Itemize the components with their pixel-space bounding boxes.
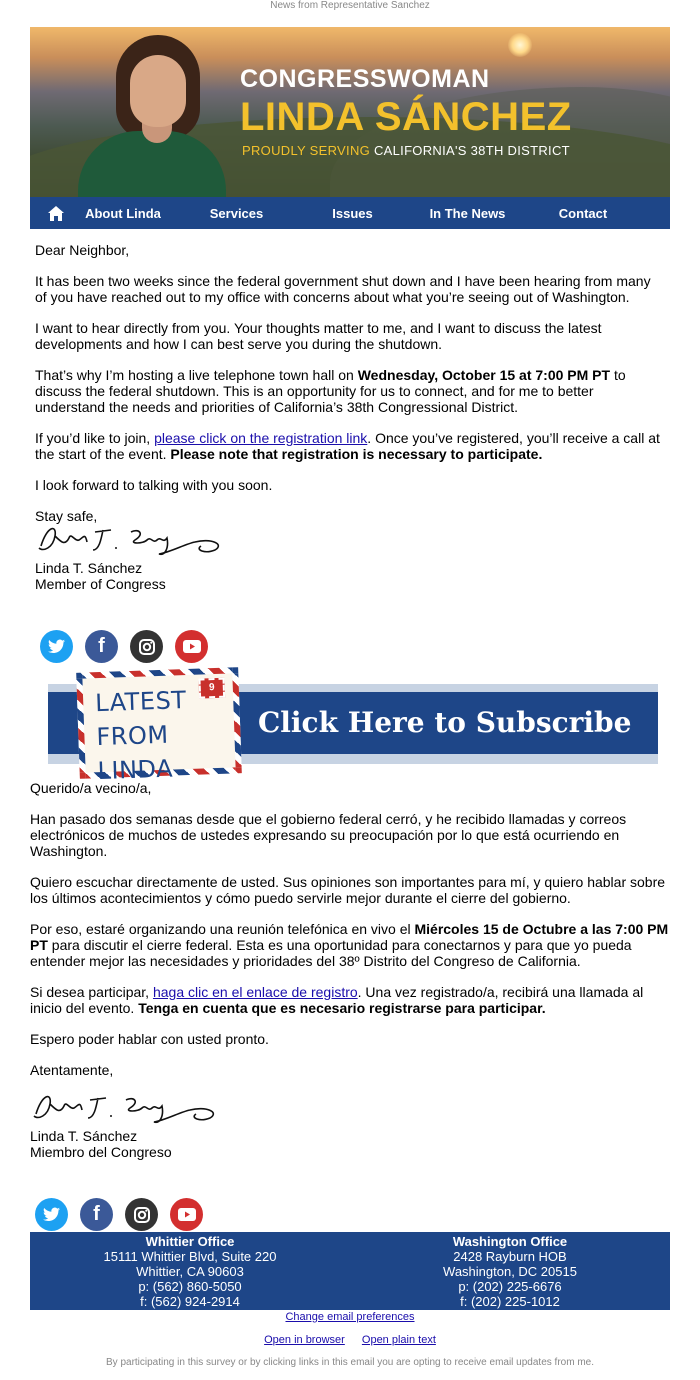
text: Por eso, estaré organizando una reunión telefónica en vivo el <box>30 921 415 937</box>
registration-note: Please note that registration is necessary to participate. <box>170 446 543 462</box>
nav-about-linda[interactable]: About Linda <box>85 205 161 221</box>
banner-title-name: LINDA SÁNCHEZ <box>240 95 572 139</box>
closing: Stay safe, <box>35 508 98 524</box>
open-in-browser-link[interactable]: Open in browser <box>264 1334 345 1346</box>
text: . Once you’ve registered, you’ll receive a call at the start of the event. <box>35 430 660 462</box>
nav-in-the-news[interactable]: In The News <box>429 205 506 221</box>
text: If you’d like to join, <box>35 430 155 446</box>
washington-office <box>350 1234 670 1309</box>
paragraph: I want to hear directly from you. Your thoughts matter to me, and I want to discuss the latest developments and how I can best serve you during the shutdown. <box>35 320 602 352</box>
envelope-text <box>95 681 236 788</box>
preferences-links <box>0 1311 700 1323</box>
view-links <box>0 1334 700 1346</box>
office-address: 15111 Whittier Blvd, Suite 220 <box>103 1249 277 1264</box>
text: . Una vez registrado/a, recibirá una llamada al inicio del evento. <box>30 984 644 1016</box>
home-icon[interactable] <box>30 197 82 229</box>
main-nav <box>30 197 670 229</box>
twitter-icon[interactable] <box>40 630 73 663</box>
banner-subtitle-a: PROUDLY SERVING <box>242 143 371 158</box>
office-address: 2428 Rayburn HOB <box>453 1249 567 1264</box>
paragraph <box>30 921 670 969</box>
text: to discuss the federal shutdown. This is an opportunity for us to connect, and for me to better understand the needs and priorities of California’s 38th Congressional District. <box>35 367 626 415</box>
banner-subtitle-b: CALIFORNIA'S 38TH DISTRICT <box>373 143 570 158</box>
paragraph: It has been two weeks since the federal government shut down and I have been hearing from many of you have reached out to my office with concerns about what you’re seeing out of Washington. <box>35 273 651 305</box>
office-city: Whittier, CA 90603 <box>136 1264 244 1279</box>
social-icons <box>40 630 208 663</box>
signer-title: Miembro del Congreso <box>30 1144 172 1160</box>
nav-issues[interactable]: Issues <box>332 205 373 221</box>
facebook-icon[interactable]: f <box>85 630 118 663</box>
registration-link[interactable]: haga clic en el enlace de registro <box>152 984 358 1000</box>
youtube-icon[interactable] <box>170 1198 203 1231</box>
banner-title-line1: CONGRESSWOMAN <box>240 65 490 93</box>
disclaimer-text: By participating in this survey or by clicking links in this email you are opting to receive email updates from me. <box>106 1357 594 1368</box>
social-icons <box>35 1198 203 1231</box>
open-plain-text-link[interactable]: Open plain text <box>361 1334 436 1346</box>
paragraph: Han pasado dos semanas desde que el gobierno federal cerró, y he recibido llamadas y correos electrónicos de muchos de ustedes expresando su preocupación por lo que está ocurriendo en Washington. <box>30 811 627 859</box>
envelope-graphic <box>76 667 242 786</box>
greeting: Querido/a vecino/a, <box>30 780 152 796</box>
registration-link[interactable]: please click on the registration link <box>154 430 368 446</box>
portrait-image <box>78 35 226 197</box>
office-fax: f: (202) 225-1012 <box>460 1294 560 1309</box>
office-heading: Whittier Office <box>145 1234 235 1249</box>
signature-image <box>35 518 235 558</box>
text: Si desea participar, <box>30 984 153 1000</box>
closing: Atentamente, <box>30 1062 114 1078</box>
instagram-icon[interactable] <box>125 1198 158 1231</box>
signature-image <box>30 1086 230 1126</box>
text: para discutir el cierre federal. Esta es una oportunidad para conectarnos y para que yo pueda entender mejor las necesidades y prioridades del 38º Distrito del Congreso de California. <box>30 937 632 969</box>
header-banner[interactable] <box>30 27 670 197</box>
text: That’s why I’m hosting a live telephone town hall on <box>35 367 358 383</box>
paragraph <box>35 430 665 462</box>
english-message <box>35 242 665 592</box>
banner-subtitle <box>242 143 570 158</box>
signer-name: Linda T. Sánchez <box>35 560 143 576</box>
stamp-icon: 9 <box>198 678 225 699</box>
envelope-line1: LATEST <box>94 686 187 718</box>
preheader: News from Representative Sanchez <box>270 0 430 11</box>
registration-note: Tenga en cuenta que es necesario registrarse para participar. <box>138 1000 546 1016</box>
instagram-icon[interactable] <box>130 630 163 663</box>
subscribe-cta: Click Here to Subscribe <box>258 706 632 739</box>
whittier-office <box>30 1234 350 1309</box>
office-heading: Washington Office <box>452 1234 568 1249</box>
sunset-glow <box>508 33 532 57</box>
nav-contact[interactable]: Contact <box>558 205 608 221</box>
spanish-message <box>30 780 670 1160</box>
signer-title: Member of Congress <box>35 576 166 592</box>
event-date: Miércoles 15 de Octubre a las 7:00 PM PT <box>30 921 669 953</box>
greeting: Dear Neighbor, <box>35 242 130 258</box>
facebook-icon[interactable]: f <box>80 1198 113 1231</box>
paragraph: I look forward to talking with you soon. <box>35 477 273 493</box>
office-phone: p: (202) 225-6676 <box>458 1279 562 1294</box>
youtube-icon[interactable] <box>175 630 208 663</box>
signer-name: Linda T. Sánchez <box>30 1128 138 1144</box>
paragraph <box>35 367 665 415</box>
change-email-preferences-link[interactable]: Change email preferences <box>285 1311 415 1323</box>
envelope-line2: FROM LINDA <box>95 720 174 786</box>
paragraph <box>30 984 670 1016</box>
nav-services[interactable]: Services <box>209 205 264 221</box>
office-city: Washington, DC 20515 <box>443 1264 577 1279</box>
paragraph: Quiero escuchar directamente de usted. Sus opiniones son importantes para mí, y quiero hablar sobre los últimos acontecimientos y cómo puedo servirle mejor durante el cierre del gobierno. <box>30 874 666 906</box>
office-fax: f: (562) 924-2914 <box>140 1294 240 1309</box>
event-date: Wednesday, October 15 at 7:00 PM PT <box>357 367 611 383</box>
subscribe-banner[interactable] <box>48 668 658 786</box>
office-footer <box>30 1232 670 1310</box>
office-phone: p: (562) 860-5050 <box>138 1279 242 1294</box>
twitter-icon[interactable] <box>35 1198 68 1231</box>
paragraph: Espero poder hablar con usted pronto. <box>30 1031 269 1047</box>
